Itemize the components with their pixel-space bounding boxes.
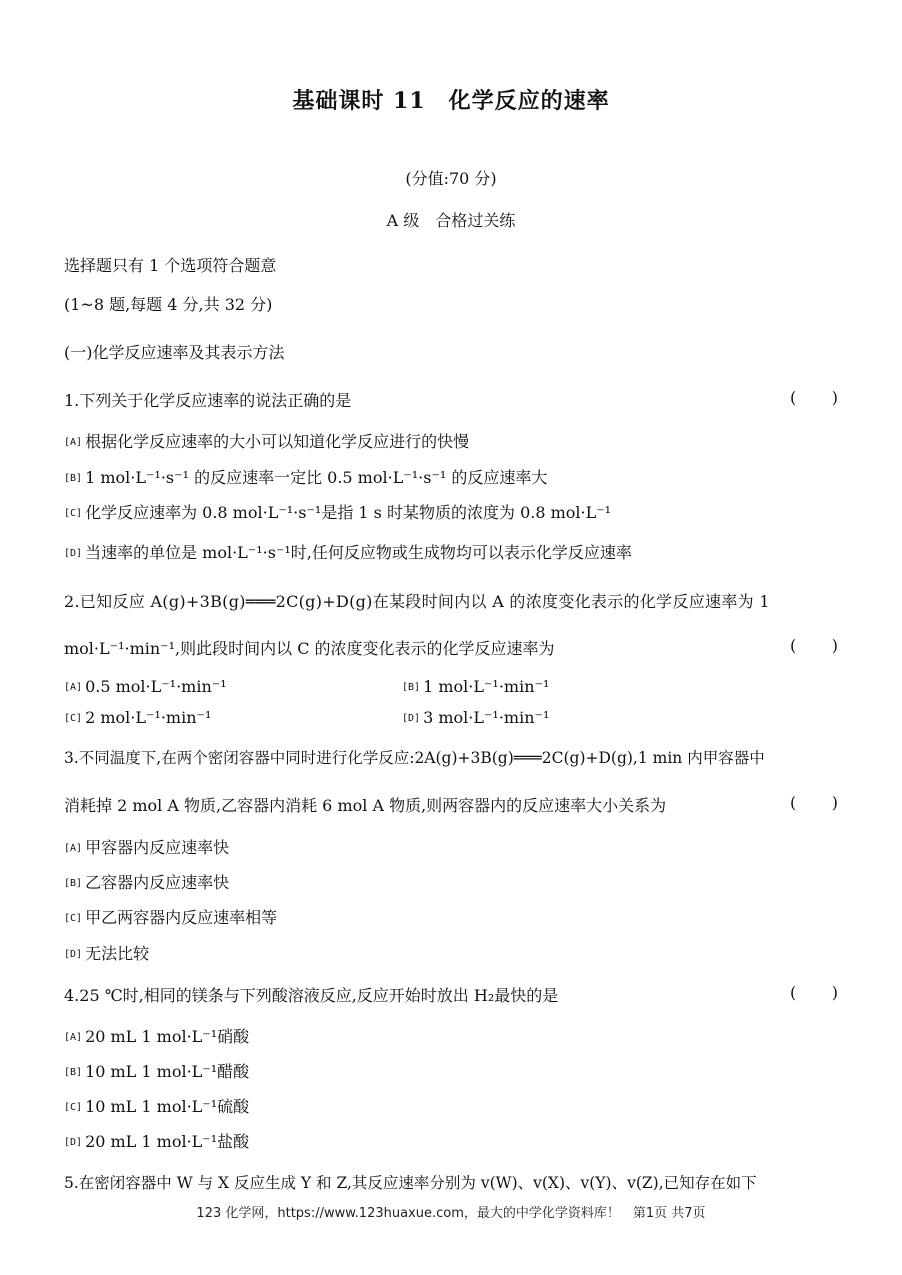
q2-option-d[interactable] bbox=[402, 708, 549, 727]
scoring-note: (1~8 题,每题 4 分,共 32 分) bbox=[64, 295, 273, 314]
option-text: 无法比较 bbox=[85, 944, 150, 963]
question-1-stem: 1.下列关于化学反应速率的说法正确的是 bbox=[64, 391, 352, 410]
q3-option-d[interactable] bbox=[64, 941, 149, 964]
question-5-stem: 5.在密闭容器中 W 与 X 反应生成 Y 和 Z,其反应速率分别为 v(W)、v(X)、v(Y)、v(Z),已知存在如下 bbox=[64, 1174, 757, 1192]
q1-option-a[interactable] bbox=[64, 429, 469, 452]
q4-option-d[interactable] bbox=[64, 1129, 249, 1152]
option-badge: [C] bbox=[64, 913, 83, 924]
question-3-stem-line1: 3.不同温度下,在两个密闭容器中同时进行化学反应:2A(g)+3B(g)═══2C(g)+D(g),1 min 内甲容器中 bbox=[64, 749, 765, 767]
q2-option-b[interactable] bbox=[402, 677, 549, 696]
option-text: 根据化学反应速率的大小可以知道化学反应进行的快慢 bbox=[85, 432, 470, 451]
option-badge: [D] bbox=[402, 713, 421, 724]
option-badge: [D] bbox=[64, 949, 83, 960]
option-badge: [B] bbox=[64, 473, 83, 484]
q4-option-c[interactable] bbox=[64, 1094, 249, 1117]
level-heading: A 级 合格过关练 bbox=[386, 211, 516, 230]
question-3-stem-line2: 消耗掉 2 mol A 物质,乙容器内消耗 6 mol A 物质,则两容器内的反应速率大小关系为 bbox=[64, 796, 667, 815]
question-2-stem-line1: 2.已知反应 A(g)+3B(g)═══2C(g)+D(g)在某段时间内以 A 的浓度变化表示的化学反应速率为 1 bbox=[64, 592, 770, 611]
option-text: 10 mL 1 mol·L⁻¹硫酸 bbox=[85, 1097, 250, 1116]
question-4-stem: 4.25 ℃时,相同的镁条与下列酸溶液反应,反应开始时放出 H₂最快的是 bbox=[64, 986, 559, 1005]
option-badge: [B] bbox=[64, 878, 83, 889]
option-text: 2 mol·L⁻¹·min⁻¹ bbox=[85, 708, 212, 727]
option-badge: [D] bbox=[64, 1137, 83, 1148]
option-text: 20 mL 1 mol·L⁻¹盐酸 bbox=[85, 1132, 250, 1151]
q1-option-b[interactable] bbox=[64, 465, 547, 488]
option-text: 甲乙两容器内反应速率相等 bbox=[85, 908, 278, 927]
option-text: 1 mol·L⁻¹·min⁻¹ bbox=[423, 677, 550, 696]
option-text: 10 mL 1 mol·L⁻¹醋酸 bbox=[85, 1062, 250, 1081]
instruction-line: 选择题只有 1 个选项符合题意 bbox=[64, 256, 277, 275]
option-text: 化学反应速率为 0.8 mol·L⁻¹·s⁻¹是指 1 s 时某物质的浓度为 0.8 mol·L⁻¹ bbox=[85, 503, 612, 522]
option-badge: [B] bbox=[64, 1067, 83, 1078]
option-badge: [C] bbox=[64, 713, 83, 724]
q3-option-c[interactable] bbox=[64, 905, 277, 928]
q4-option-a[interactable] bbox=[64, 1024, 249, 1047]
option-text: 0.5 mol·L⁻¹·min⁻¹ bbox=[85, 677, 227, 696]
option-text: 20 mL 1 mol·L⁻¹硝酸 bbox=[85, 1027, 250, 1046]
option-badge: [C] bbox=[64, 1102, 83, 1113]
option-badge: [A] bbox=[64, 843, 83, 854]
option-badge: [D] bbox=[64, 548, 83, 559]
option-text: 乙容器内反应速率快 bbox=[85, 873, 230, 892]
question-2-stem-line2: mol·L⁻¹·min⁻¹,则此段时间内以 C 的浓度变化表示的化学反应速率为 bbox=[64, 639, 555, 658]
option-badge: [A] bbox=[64, 1032, 83, 1043]
score-info: (分值:70 分) bbox=[405, 169, 497, 188]
option-text: 甲容器内反应速率快 bbox=[85, 838, 230, 857]
q2-option-a[interactable] bbox=[64, 677, 227, 696]
page-footer: 123 化学网，https://www.123huaxue.com，最大的中学化学资料库！ 第1页 共7页 bbox=[196, 1206, 706, 1221]
q4-option-b[interactable] bbox=[64, 1059, 249, 1082]
page-title: 基础课时 11 化学反应的速率 bbox=[292, 88, 610, 114]
option-badge: [A] bbox=[64, 682, 83, 693]
option-badge: [B] bbox=[402, 682, 421, 693]
q1-option-d[interactable] bbox=[64, 540, 632, 563]
option-text: 1 mol·L⁻¹·s⁻¹ 的反应速率一定比 0.5 mol·L⁻¹·s⁻¹ 的反应速率大 bbox=[85, 468, 548, 487]
q3-option-a[interactable] bbox=[64, 835, 229, 858]
option-text: 3 mol·L⁻¹·min⁻¹ bbox=[423, 708, 550, 727]
q2-option-c[interactable] bbox=[64, 708, 211, 727]
option-text: 当速率的单位是 mol·L⁻¹·s⁻¹时,任何反应物或生成物均可以表示化学反应速率 bbox=[85, 543, 632, 562]
q3-option-b[interactable] bbox=[64, 870, 229, 893]
option-badge: [A] bbox=[64, 437, 83, 448]
q1-option-c[interactable] bbox=[64, 500, 611, 523]
option-badge: [C] bbox=[64, 508, 83, 519]
section-heading: (一)化学反应速率及其表示方法 bbox=[64, 343, 285, 362]
